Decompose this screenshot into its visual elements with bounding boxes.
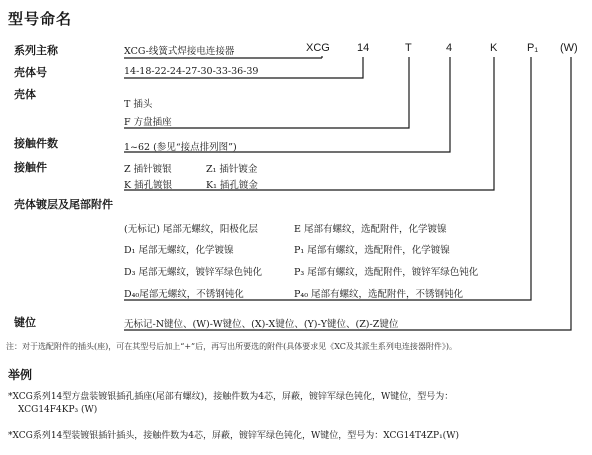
code-key: (W) — [560, 42, 578, 54]
label-plating: 壳体镀层及尾部附件 — [14, 198, 113, 211]
code-shell-no: 14 — [357, 42, 370, 54]
code-shell: T — [405, 42, 412, 54]
code-contacts: 4 — [446, 42, 453, 54]
value-contact-k1: K₁ 插孔镀金 — [206, 180, 258, 191]
footnote: 注：对于选配附件的插头(座)，可在其型号后加上“+”后，再写出所要选的附件(具体要求见《XC及其派生系列电连接器附件》)。 — [6, 342, 458, 351]
label-contacts: 接触件数 — [14, 137, 58, 150]
value-plating-2b: P₁ 尾部有螺纹，选配附件，化学镀镍 — [294, 245, 450, 256]
value-key: 无标记-N键位、(W)-W键位、(X)-X键位、(Y)-Y键位、(Z)-Z键位 — [124, 319, 399, 330]
value-plating-2a: D₁ 尾部无螺纹，化学镀镍 — [124, 245, 234, 256]
example-line-3: *XCG系列14型装镀银插针插头，接触件数为4芯，屏蔽，镀锌军绿色钝化，W键位，型号为：XCG14T4ZP₁(W) — [8, 431, 459, 441]
value-contacts: 1~62 (参见“接点排列图”) — [124, 142, 237, 153]
value-plating-1a: (无标记) 尾部无螺纹，阳极化层 — [124, 224, 258, 235]
value-plating-4a: D₄₀尾部无螺纹，不锈钢钝化 — [124, 289, 244, 300]
value-contact-z: Z 插针镀银 — [124, 164, 172, 175]
value-shell-t: T 插头 — [124, 99, 153, 110]
value-contact-z1: Z₁ 插针镀金 — [206, 164, 258, 175]
value-shell-f: F 方盘插座 — [124, 117, 172, 128]
example-line-2: XCG14F4KP₃ (W) — [18, 405, 98, 415]
value-plating-4b: P₄₀ 尾部有螺纹，选配附件，不锈钢钝化 — [294, 289, 464, 300]
example-line-1: *XCG系列14型方盘装镀银插孔插座(尾部有螺纹)，接触件数为4芯，屏蔽，镀锌军绿色钝化，W键位，型号为： — [8, 392, 454, 402]
label-contact: 接触件 — [14, 161, 47, 174]
value-series: XCG-线簧式焊接电连接器 — [124, 46, 235, 57]
label-series: 系列主称 — [14, 44, 58, 57]
page-title: 型号命名 — [8, 10, 73, 28]
value-shell-no: 14-18-22-24-27-30-33-36-39 — [124, 66, 259, 77]
value-plating-3b: P₃ 尾部有螺纹，选配附件，镀锌军绿色钝化 — [294, 267, 479, 278]
code-series: XCG — [306, 42, 330, 54]
label-key: 键位 — [14, 316, 36, 329]
value-contact-k: K 插孔镀银 — [124, 180, 173, 191]
label-shell: 壳体 — [14, 88, 36, 101]
value-plating-3a: D₃ 尾部无螺纹，镀锌军绿色钝化 — [124, 267, 262, 278]
code-plating: P₁ — [527, 42, 539, 54]
value-plating-1b: E 尾部有螺纹，选配附件，化学镀镍 — [294, 224, 447, 235]
example-title: 举例 — [8, 368, 33, 382]
label-shell-no: 壳体号 — [14, 66, 47, 79]
code-contact: K — [490, 42, 498, 54]
